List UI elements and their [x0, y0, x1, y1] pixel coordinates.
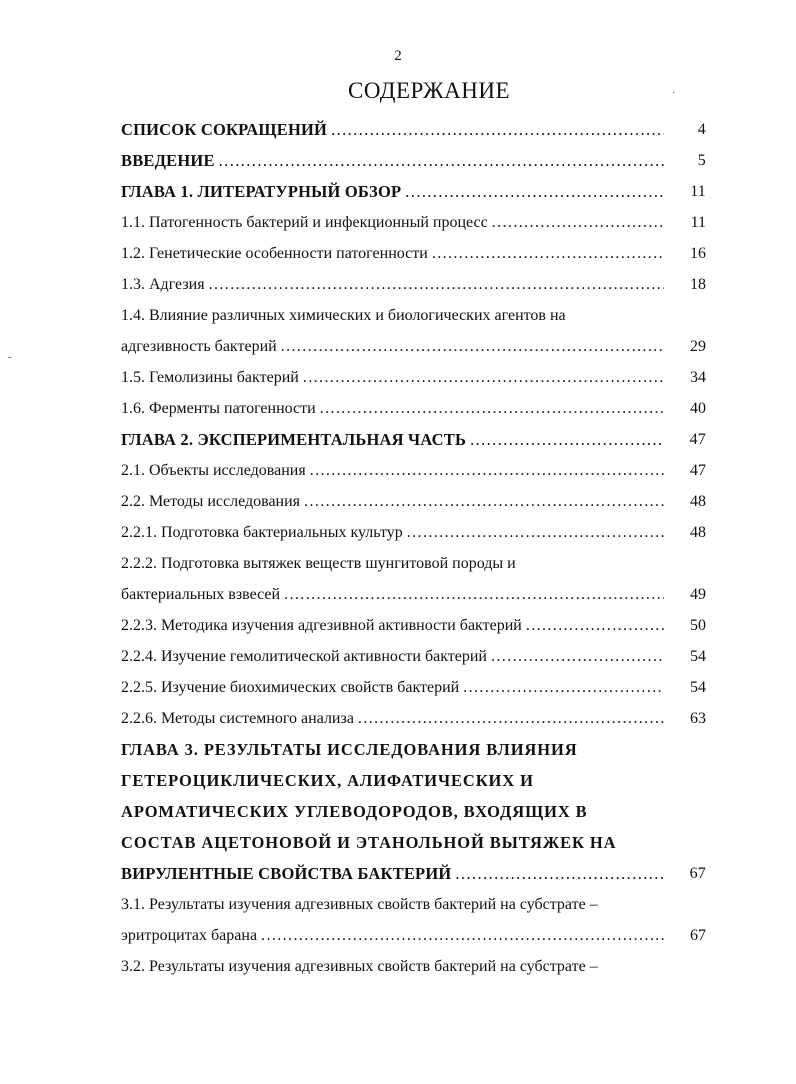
- toc-entry-title-line: 2.2.2. Подготовка вытяжек веществ шунгитовой породы и: [121, 555, 516, 572]
- scan-speck: -: [8, 352, 12, 363]
- toc-entry-title: 2.2.4. Изучение гемолитической активности бактерий: [121, 648, 487, 665]
- scan-speck: ·: [672, 88, 676, 99]
- toc-entry-title: 2.2.6. Методы системного анализа: [121, 710, 354, 727]
- toc-entry-title-line: СОСТАВ АЦЕТОНОВОЙ И ЭТАНОЛЬНОЙ ВЫТЯЖЕК НА: [121, 833, 617, 852]
- toc-entry-title: ВИРУЛЕНТНЫЕ СВОЙСТВА БАКТЕРИЙ: [121, 864, 452, 883]
- toc-entry-title: 2.2.5. Изучение биохимических свойств бактерий: [121, 679, 460, 696]
- toc-entry-2-1[interactable]: [121, 455, 706, 486]
- toc-entry-page: 54: [690, 679, 706, 696]
- toc-entry-2-2-4[interactable]: [121, 641, 706, 672]
- dot-leader: [492, 207, 664, 238]
- toc-entry-title: 2.2.3. Методика изучения адгезивной активности бактерий: [121, 617, 522, 634]
- toc-entry-page: 47: [690, 462, 706, 479]
- dot-leader: [304, 486, 664, 517]
- dot-leader: [261, 920, 664, 951]
- toc-entry-title: ГЛАВА 1. ЛИТЕРАТУРНЫЙ ОБЗОР: [121, 182, 402, 201]
- toc-entry-page: 34: [690, 369, 706, 386]
- toc-entry-page: 67: [690, 927, 706, 944]
- toc-entry-title: эритроцитах барана: [121, 927, 258, 944]
- toc-entry-abbreviations[interactable]: [121, 114, 706, 145]
- toc-entry-title-line: 1.4. Влияние различных химических и биологических агентов на: [121, 307, 566, 324]
- dot-leader: [320, 393, 664, 424]
- dot-leader: [209, 269, 664, 300]
- toc-entry-title-line: 3.2. Результаты изучения адгезивных свойств бактерий на субстрате –: [121, 958, 598, 975]
- toc-entry-page: 11: [690, 214, 706, 231]
- toc-entry-1-3[interactable]: [121, 269, 706, 300]
- toc-entry-page: 67: [689, 865, 706, 882]
- dot-leader: [432, 238, 664, 269]
- toc-entry-1-6[interactable]: [121, 393, 706, 424]
- dot-leader: [331, 114, 664, 145]
- dot-leader: [526, 610, 664, 641]
- toc-entry-page: 5: [697, 152, 706, 169]
- toc-entry-chapter-2[interactable]: [121, 424, 706, 455]
- toc-entry-title: 2.2.1. Подготовка бактериальных культур: [121, 524, 403, 541]
- toc-entry-page: 49: [690, 586, 706, 603]
- toc-entry-page: 48: [690, 493, 706, 510]
- toc-entry-1-1[interactable]: [121, 207, 706, 238]
- toc-entry-page: 4: [697, 121, 706, 138]
- dot-leader: [358, 703, 664, 734]
- toc-entry-chapter-1[interactable]: [121, 176, 706, 207]
- toc-entry-title: 1.2. Генетические особенности патогенности: [121, 245, 428, 262]
- toc-entry-title-line: АРОМАТИЧЕСКИХ УГЛЕВОДОРОДОВ, ВХОДЯЩИХ В: [121, 802, 588, 821]
- toc-entry-title-line: ГЛАВА 3. РЕЗУЛЬТАТЫ ИССЛЕДОВАНИЯ ВЛИЯНИЯ: [121, 740, 578, 759]
- toc-entry-3-1[interactable]: [121, 889, 706, 951]
- toc-entry-1-4[interactable]: [121, 300, 706, 362]
- page-number: 2: [394, 48, 402, 64]
- toc-entry-2-2-5[interactable]: [121, 672, 706, 703]
- dot-leader: [219, 145, 664, 176]
- toc-entry-title: 1.3. Адгезия: [121, 276, 205, 293]
- toc-entry-page: 50: [690, 617, 706, 634]
- toc-entry-title-line: ГЕТЕРОЦИКЛИЧЕСКИХ, АЛИФАТИЧЕСКИХ И: [121, 771, 534, 790]
- toc-entry-title: ВВЕДЕНИЕ: [121, 151, 215, 170]
- toc-entry-title: СПИСОК СОКРАЩЕНИЙ: [121, 120, 328, 139]
- table-of-contents: [121, 114, 706, 982]
- toc-entry-page: 48: [690, 524, 706, 541]
- dot-leader: [463, 672, 664, 703]
- dot-leader: [470, 424, 664, 455]
- toc-entry-title: 1.1. Патогенность бактерий и инфекционный процесс: [121, 214, 488, 231]
- toc-entry-page: 11: [690, 183, 706, 200]
- dot-leader: [455, 858, 664, 889]
- toc-entry-page: 40: [690, 400, 706, 417]
- toc-entry-2-2-6[interactable]: [121, 703, 706, 734]
- toc-entry-3-2[interactable]: [121, 951, 706, 982]
- toc-entry-2-2-1[interactable]: [121, 517, 706, 548]
- toc-entry-title: адгезивность бактерий: [121, 338, 277, 355]
- toc-entry-2-2-2[interactable]: [121, 548, 706, 610]
- toc-entry-1-5[interactable]: [121, 362, 706, 393]
- toc-entry-title-line: 3.1. Результаты изучения адгезивных свойств бактерий на субстрате –: [121, 896, 598, 913]
- toc-entry-title: ГЛАВА 2. ЭКСПЕРИМЕНТАЛЬНАЯ ЧАСТЬ: [121, 430, 467, 449]
- dot-leader: [310, 455, 664, 486]
- toc-entry-page: 18: [690, 276, 706, 293]
- toc-entry-title: бактериальных взвесей: [121, 586, 281, 603]
- toc-entry-title: 1.5. Гемолизины бактерий: [121, 369, 299, 386]
- toc-entry-page: 16: [690, 245, 706, 262]
- toc-entry-chapter-3[interactable]: [121, 734, 706, 889]
- dot-leader: [281, 331, 664, 362]
- toc-entry-2-2-3[interactable]: [121, 610, 706, 641]
- toc-entry-page: 29: [690, 338, 706, 355]
- toc-entry-title: 1.6. Ферменты патогенности: [121, 400, 316, 417]
- toc-entry-title: 2.2. Методы исследования: [121, 493, 301, 510]
- dot-leader: [491, 641, 664, 672]
- toc-entry-page: 47: [689, 431, 706, 448]
- dot-leader: [407, 517, 664, 548]
- toc-entry-title: 2.1. Объекты исследования: [121, 462, 306, 479]
- toc-entry-introduction[interactable]: [121, 145, 706, 176]
- toc-entry-2-2[interactable]: [121, 486, 706, 517]
- dot-leader: [405, 176, 664, 207]
- dot-leader: [303, 362, 664, 393]
- dot-leader: [284, 579, 664, 610]
- toc-entry-page: 54: [690, 648, 706, 665]
- page-title: СОДЕРЖАНИЕ: [347, 78, 510, 103]
- toc-entry-1-2[interactable]: [121, 238, 706, 269]
- toc-entry-page: 63: [690, 710, 706, 727]
